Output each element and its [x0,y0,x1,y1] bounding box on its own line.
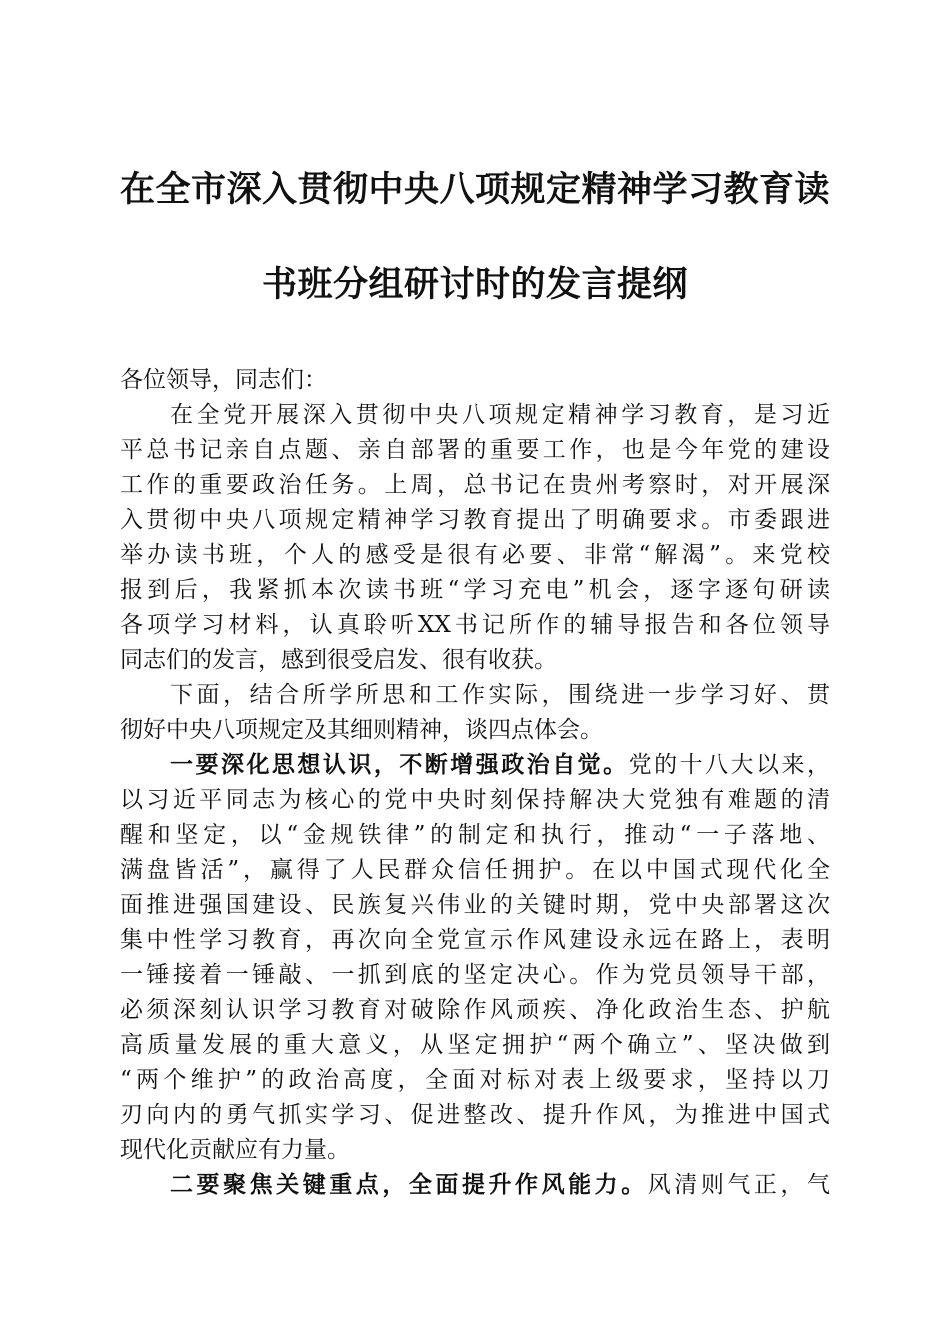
section-heading-1: 一要深化思想认识，不断增强政治自觉。 [170,751,629,778]
paragraph-3-line: “两个维护”的政治高度，全面对标对表上级要求，坚持以刀 [120,1067,830,1093]
paragraph-3-line: 刃向内的勇气抓实学习、促进整改、提升作风，为推进中国式 [120,1102,830,1128]
paragraph-1-line: 在全党开展深入贯彻中央八项规定精神学习教育，是习近 [170,402,830,428]
salutation: 各位领导，同志们： [120,367,327,393]
paragraph-3-line: 满盘皆活”，赢得了人民群众信任拥护。在以中国式现代化全 [120,857,830,883]
paragraph-3-line: 醒和坚定，以“金规铁律”的制定和执行，推动“一子落地、 [120,822,830,848]
paragraph-3-line: 一锤接着一锤敲、一抓到底的坚定决心。作为党员领导干部， [120,962,830,988]
paragraph-1-line: 入贯彻中央八项规定精神学习教育提出了明确要求。市委跟进 [120,507,830,533]
paragraph-3-line: 现代化贡献应有力量。 [120,1137,350,1163]
section-heading-2: 二要聚焦关键重点，全面提升作风能力。 [170,1171,648,1198]
paragraph-2-line: 下面，结合所学所思和工作实际，围绕进一步学习好、贯 [170,682,830,708]
paragraph-1-line: 举办读书班，个人的感受是很有必要、非常“解渴”。来党校 [120,542,830,568]
paragraph-1-line: 同志们的发言，感到很受启发、很有收获。 [120,647,557,673]
paragraph-3-first-line-rest: 党的十八大以来， [628,752,831,778]
paragraph-4-first-line [170,1170,830,1200]
paragraph-4-first-line-rest: 风清则气正，气 [647,1172,831,1198]
document-title-line-1: 在全市深入贯彻中央八项规定精神学习教育读 [119,169,830,210]
paragraph-1-line: 平总书记亲自点题、亲自部署的重要工作，也是今年党的建设 [120,437,830,463]
paragraph-3-line: 集中性学习教育，再次向全党宣示作风建设永远在路上，表明 [120,927,830,953]
paragraph-3-line: 高质量发展的重大意义，从坚定拥护“两个确立”、坚决做到 [120,1032,830,1058]
paragraph-1-line: 工作的重要政治任务。上周，总书记在贵州考察时，对开展深 [120,472,830,498]
paragraph-3-line: 面推进强国建设、民族复兴伟业的关键时期，党中央部署这次 [120,892,830,918]
paragraph-3-line: 以习近平同志为核心的党中央时刻保持解决大党独有难题的清 [120,787,830,813]
paragraph-3-line: 必须深刻认识学习教育对破除作风顽疾、净化政治生态、护航 [120,997,830,1023]
paragraph-2-line: 彻好中央八项规定及其细则精神，谈四点体会。 [120,717,603,743]
paragraph-1-line: 各项学习材料，认真聆听XX书记所作的辅导报告和各位领导 [120,612,830,638]
document-title-line-2: 书班分组研讨时的发言提纲 [261,264,688,305]
paragraph-1-line: 报到后，我紧抓本次读书班“学习充电”机会，逐字逐句研读 [120,577,830,603]
paragraph-3-first-line [170,750,830,780]
